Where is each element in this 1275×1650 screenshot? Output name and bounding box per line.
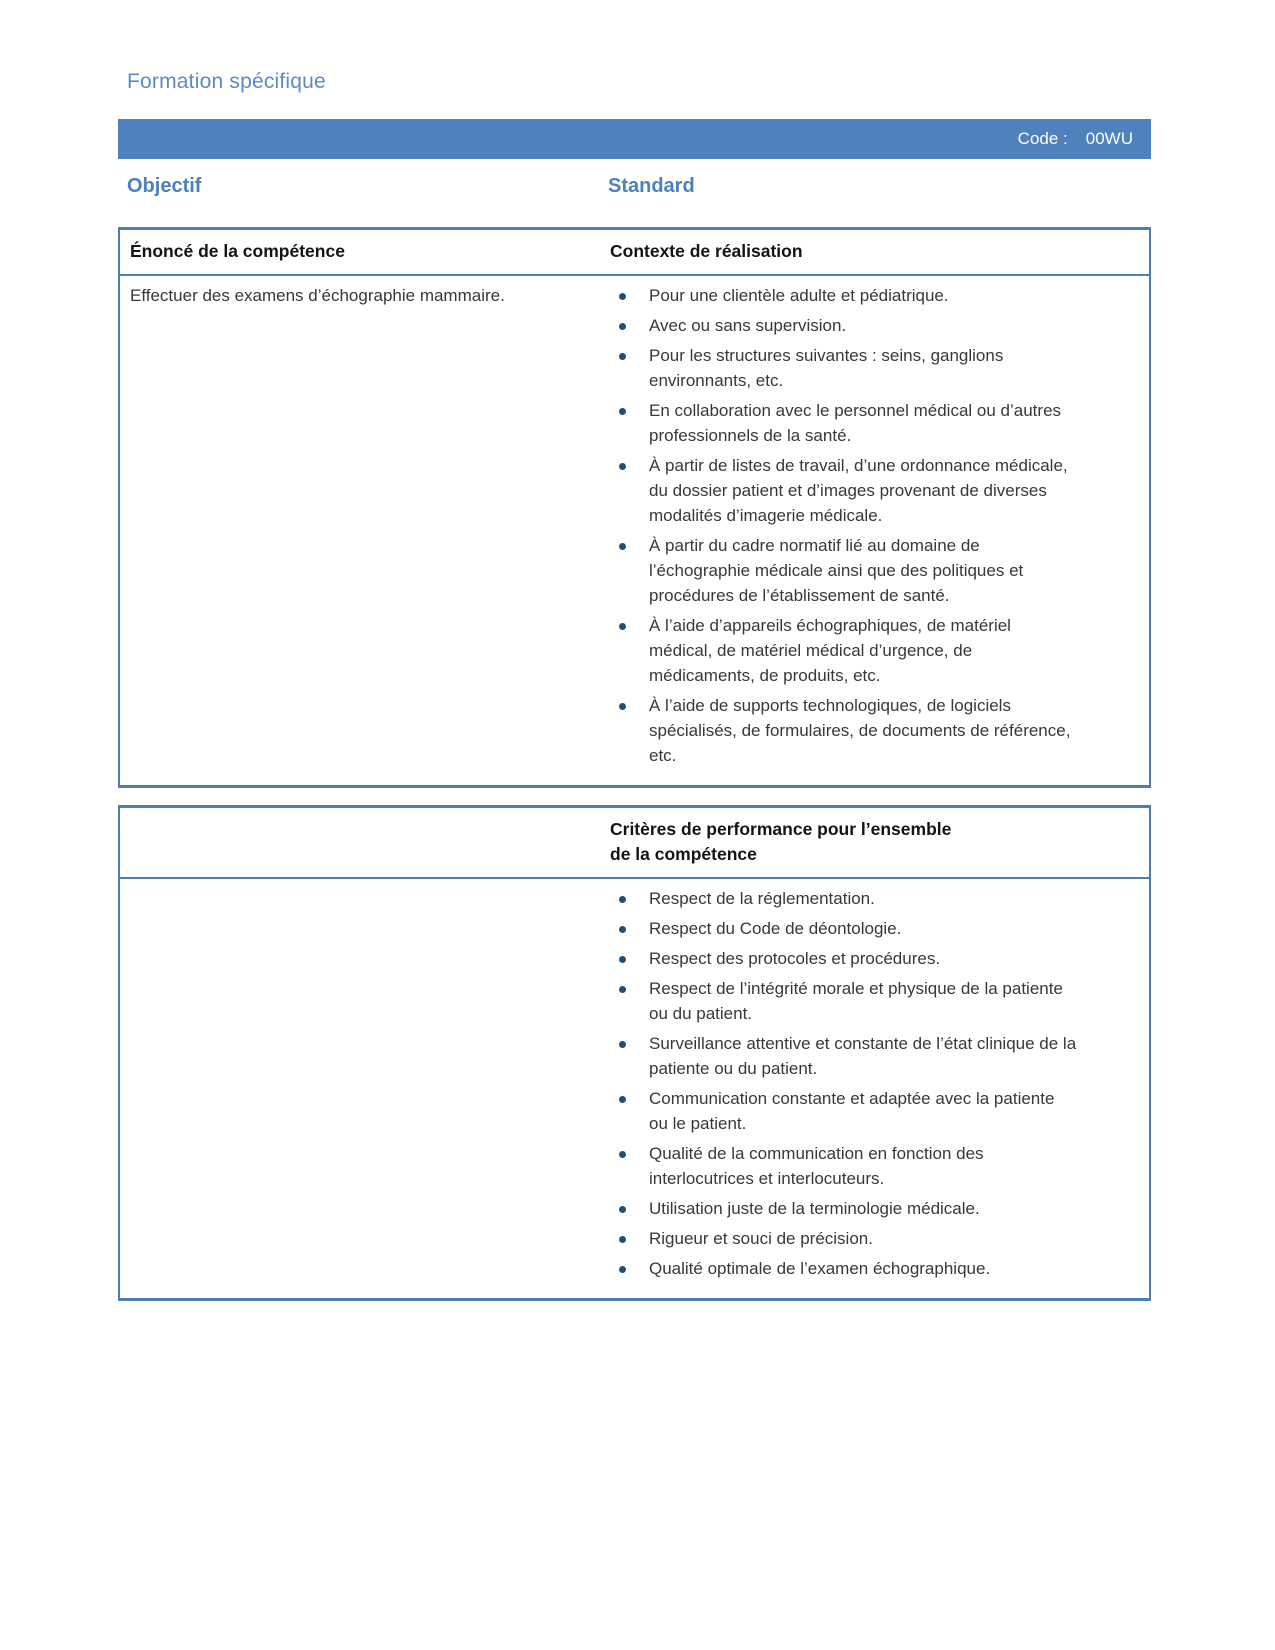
bullet-icon (619, 1041, 626, 1048)
bullet-icon (619, 408, 626, 415)
heading-standard: Standard (608, 175, 695, 197)
bullet-icon (619, 703, 626, 710)
bullet-icon (619, 623, 626, 630)
enonce-header: Énoncé de la compétence (130, 241, 345, 261)
list-item (610, 1196, 1139, 1221)
list-item (610, 1086, 1139, 1136)
list-item (610, 613, 1139, 688)
list-item (610, 453, 1139, 528)
bullet-icon (619, 323, 626, 330)
list-item (610, 283, 1139, 308)
table-body-row (120, 276, 1149, 785)
bullet-text: Respect des protocoles et procédures. (649, 949, 941, 968)
heading-objectif: Objectif (127, 175, 202, 197)
criteres-header (598, 817, 1149, 867)
bullet-text: Rigueur et souci de précision. (649, 1229, 873, 1248)
bullet-icon (619, 1266, 626, 1273)
list-item (610, 533, 1139, 608)
criteres-header-line1: Critères de performance pour l’ensemble (610, 819, 952, 839)
bullet-icon (619, 293, 626, 300)
bullet-text: Surveillance attentive et constante de l’état clinique de la patiente ou du patient. (649, 1034, 1077, 1078)
empty-header-cell (120, 817, 598, 867)
bullet-text: Qualité de la communication en fonction des interlocutrices et interlocuteurs. (649, 1144, 984, 1188)
bullet-icon (619, 1151, 626, 1158)
bullet-text: Respect du Code de déontologie. (649, 919, 902, 938)
table-header-row (120, 808, 1149, 879)
bullet-text: À l’aide de supports technologiques, de logiciels spécialisés, de formulaires, de documents de référence, etc. (649, 696, 1071, 765)
bullet-text: Communication constante et adaptée avec la patiente ou le patient. (649, 1089, 1055, 1133)
page-content (118, 0, 1151, 1301)
code-value: 00WU (1085, 129, 1133, 148)
list-item (610, 398, 1139, 448)
bullet-text: En collaboration avec le personnel médical ou d’autres professionnels de la santé. (649, 401, 1062, 445)
bullet-icon (619, 543, 626, 550)
competency-table (118, 227, 1151, 788)
list-item (610, 313, 1139, 338)
bullet-text: Qualité optimale de l’examen échographique. (649, 1259, 991, 1278)
bullet-text: Respect de l’intégrité morale et physique de la patiente ou du patient. (649, 979, 1063, 1023)
bullet-icon (619, 463, 626, 470)
list-item (610, 946, 1139, 971)
table-body-row (120, 879, 1149, 1298)
section-label: Formation spécifique (127, 70, 326, 93)
bullet-icon (619, 1096, 626, 1103)
contexte-header: Contexte de réalisation (610, 241, 803, 261)
list-item (610, 886, 1139, 911)
bullet-text: Utilisation juste de la terminologie médicale. (649, 1199, 980, 1218)
bullet-icon (619, 986, 626, 993)
contexte-bullet-list (598, 283, 1149, 773)
bullet-icon (619, 956, 626, 963)
list-item (610, 976, 1139, 1026)
criteres-header-line2: de la compétence (610, 844, 757, 864)
bullet-text: À l’aide d’appareils échographiques, de matériel médical, de matériel médical d’urgence, de médicaments, de produits, etc. (649, 616, 1011, 685)
bullet-text: À partir du cadre normatif lié au domaine de l’échographie médicale ainsi que des politiques et procédures de l’établissement de santé. (649, 536, 1024, 605)
table-header-row (120, 230, 1149, 276)
list-item (610, 1226, 1139, 1251)
bullet-icon (619, 353, 626, 360)
bullet-text: Avec ou sans supervision. (649, 316, 847, 335)
list-item (610, 1256, 1139, 1281)
bullet-icon (619, 1206, 626, 1213)
bullet-icon (619, 1236, 626, 1243)
bullet-icon (619, 896, 626, 903)
list-item (610, 343, 1139, 393)
column-headings (118, 175, 1151, 198)
bullet-icon (619, 926, 626, 933)
list-item (610, 1031, 1139, 1081)
criteres-bullet-list (598, 886, 1149, 1286)
enonce-text: Effectuer des examens d’échographie mammaire. (130, 286, 505, 305)
bullet-text: À partir de listes de travail, d’une ordonnance médicale, du dossier patient et d’images provenant de diverses modalités d’imagerie médicale. (649, 456, 1068, 525)
empty-body-cell (120, 886, 598, 1286)
bullet-text: Pour les structures suivantes : seins, ganglions environnants, etc. (649, 346, 1004, 390)
list-item (610, 1141, 1139, 1191)
bullet-text: Respect de la réglementation. (649, 889, 875, 908)
code-label: Code : (1017, 129, 1068, 148)
code-bar (118, 119, 1151, 159)
list-item (610, 693, 1139, 768)
list-item (610, 916, 1139, 941)
bullet-text: Pour une clientèle adulte et pédiatrique. (649, 286, 949, 305)
criteria-table (118, 805, 1151, 1301)
